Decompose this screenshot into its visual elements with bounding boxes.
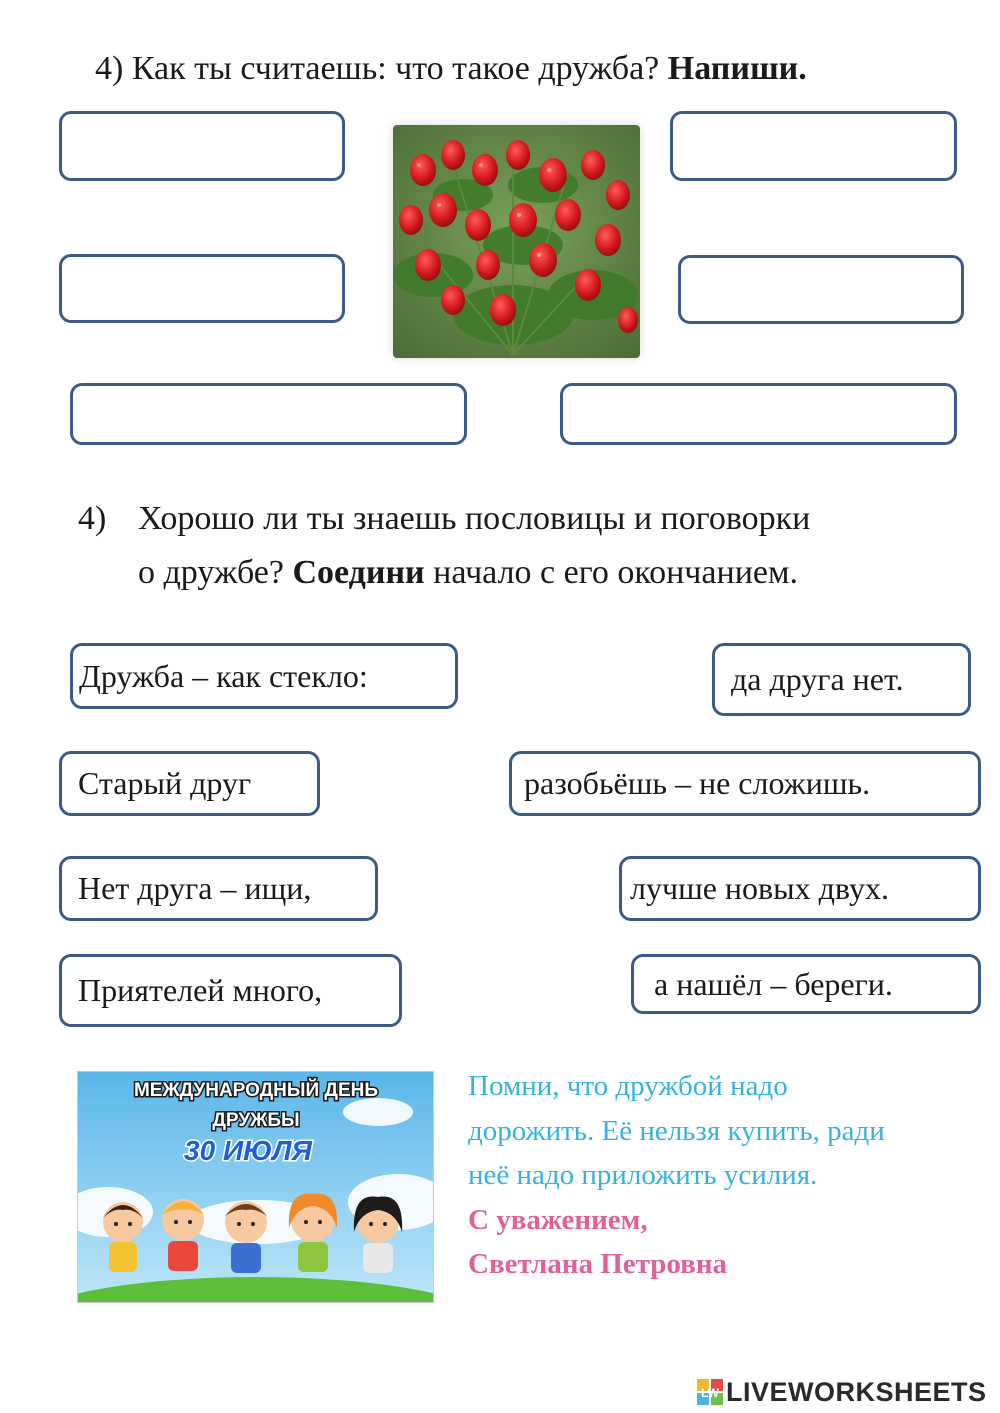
answer-box-4[interactable] — [678, 255, 964, 324]
task2-number: 4) — [78, 500, 107, 537]
note-line-2: дорожить. Её нельзя купить, ради — [468, 1115, 885, 1147]
liveworksheets-badge-icon — [697, 1379, 723, 1405]
task2-instruction: Соедини — [292, 554, 425, 591]
proverb-ending-3[interactable]: лучше новых двух. — [619, 856, 981, 921]
task1-instruction: Напиши. — [667, 50, 807, 87]
answer-box-2[interactable] — [670, 111, 957, 181]
note-signature-greeting: С уважением, — [468, 1204, 648, 1236]
task1-question-text: Как ты считаешь: что такое дружба? — [131, 50, 660, 87]
banner-date: 30 ИЮЛЯ — [184, 1135, 312, 1166]
proverb-ending-1[interactable]: да друга нет. — [712, 643, 971, 716]
liveworksheets-text: LIVEWORKSHEETS — [726, 1376, 987, 1407]
proverb-ending-4[interactable]: а нашёл – береги. — [631, 954, 981, 1014]
task1-question — [95, 50, 807, 88]
answer-box-5[interactable] — [70, 383, 467, 445]
answer-box-1[interactable] — [59, 111, 345, 181]
strawberry-photo — [393, 125, 640, 358]
answer-box-3[interactable] — [59, 254, 345, 323]
note-line-1: Помни, что дружбой надо — [468, 1070, 788, 1102]
task2-question-line1: Хорошо ли ты знаешь пословицы и поговорки — [138, 500, 811, 537]
proverb-start-3[interactable]: Нет друга – ищи, — [59, 856, 378, 921]
note-signature-name: Светлана Петровна — [468, 1248, 728, 1280]
banner-title-line1: МЕЖДУНАРОДНЫЙ ДЕНЬ — [133, 1080, 379, 1101]
liveworksheets-logo — [697, 1374, 987, 1410]
friendship-day-banner — [77, 1071, 434, 1303]
proverb-start-1[interactable]: Дружба – как стекло: — [70, 643, 458, 709]
task2-question-line2: о дружбе? Соедини начало с его окончанием. — [138, 554, 798, 591]
proverb-start-2[interactable]: Старый друг — [59, 751, 320, 816]
answer-box-6[interactable] — [560, 383, 957, 445]
banner-title-line2: ДРУЖБЫ — [212, 1110, 300, 1131]
task1-number: 4) — [95, 50, 124, 87]
proverb-start-4[interactable]: Приятелей много, — [59, 954, 402, 1027]
liveworksheets-badge-text: LW — [701, 1386, 719, 1400]
proverb-ending-2[interactable]: разобьёшь – не сложишь. — [509, 751, 981, 816]
note-line-3: неё надо приложить усилия. — [468, 1159, 818, 1191]
